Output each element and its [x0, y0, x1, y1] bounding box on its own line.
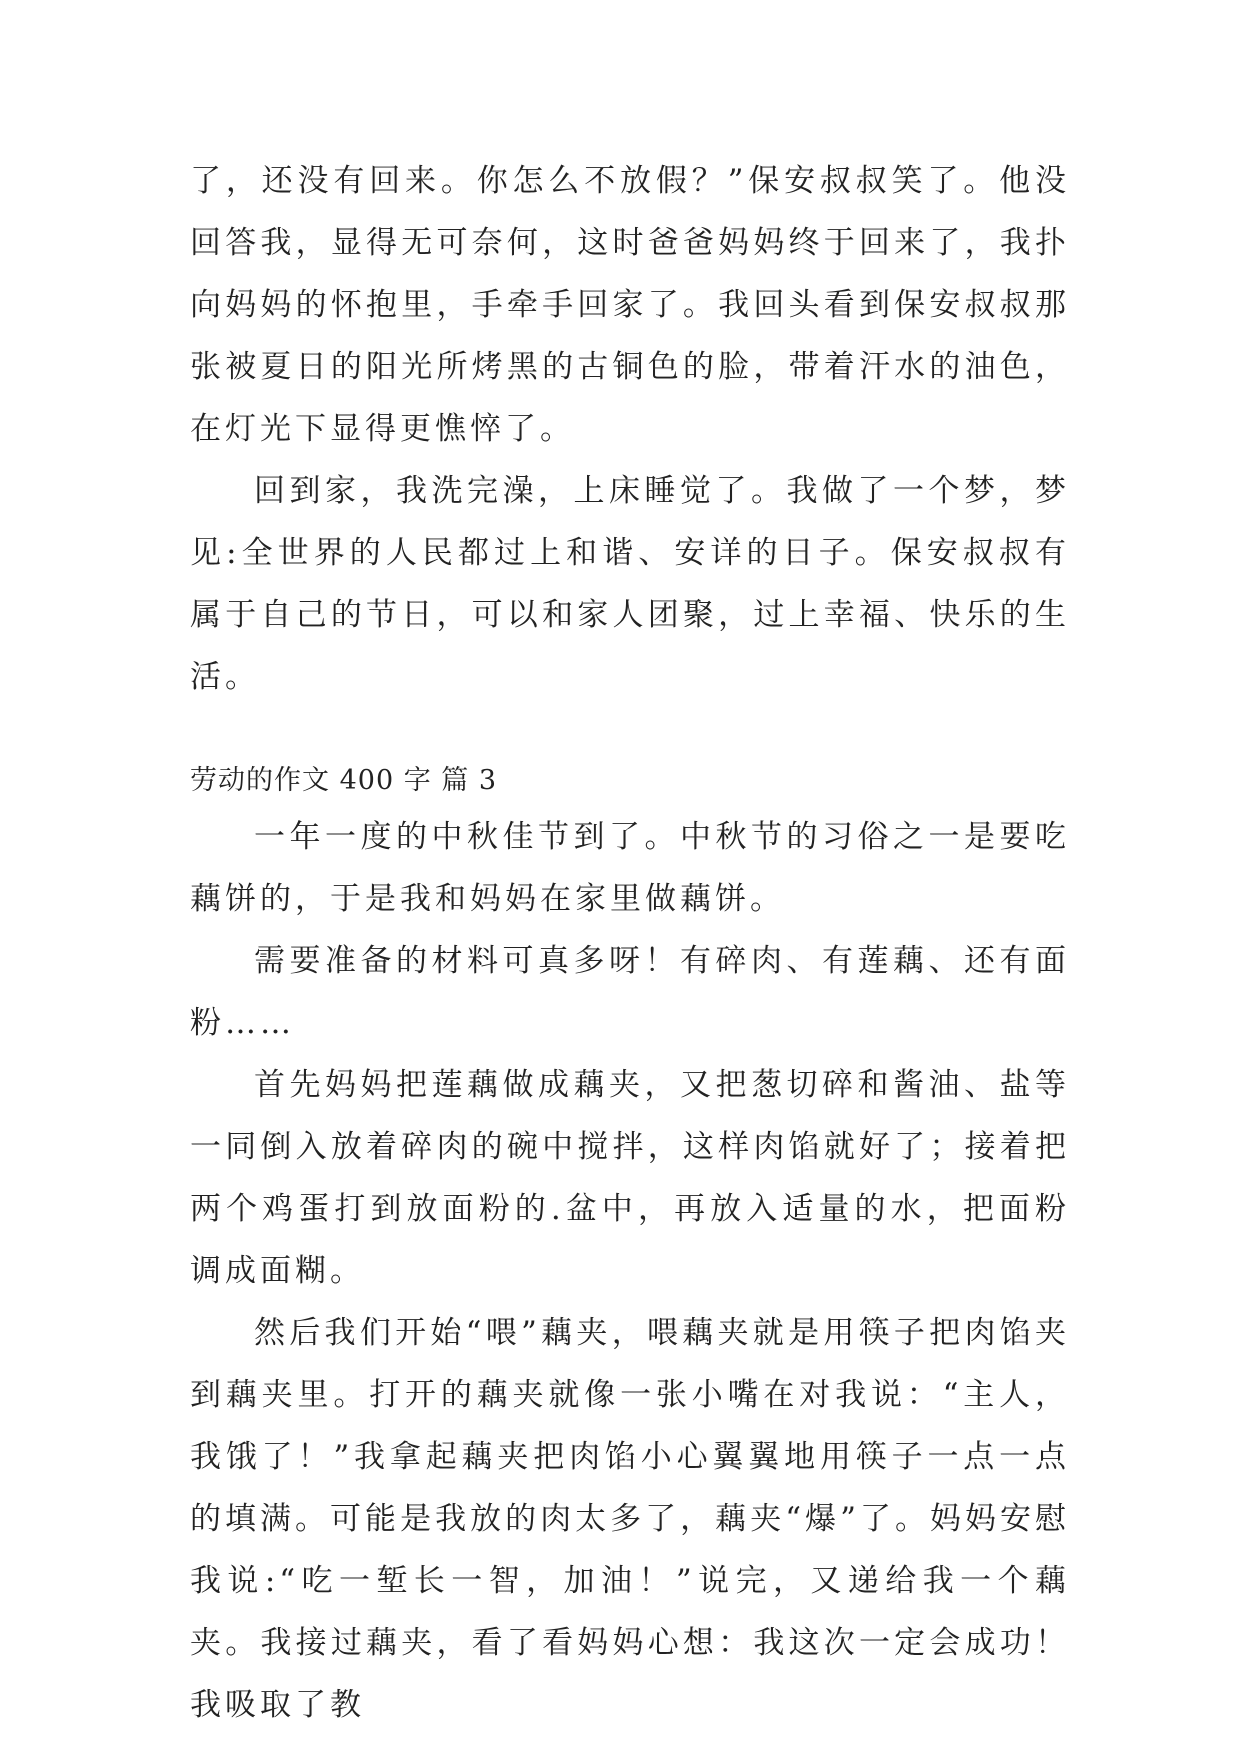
section-heading: 劳动的作文 400 字 篇 3	[190, 765, 498, 796]
paragraph-mid-autumn: 一年一度的中秋佳节到了。中秋节的习俗之一是要吃藕饼的，于是我和妈妈在家里做藕饼。	[190, 819, 1070, 917]
section-spacer	[190, 708, 1070, 756]
paragraph-preparation: 首先妈妈把莲藕做成藕夹，又把葱切碎和酱油、盐等一同倒入放着碎肉的碗中搅拌，这样肉馅就好了；接着把两个鸡蛋打到放面粉的.盆中，再放入适量的水，把面粉调成面糊。	[190, 1067, 1070, 1289]
paragraph-continued: 了，还没有回来。你怎么不放假？”保安叔叔笑了。他没回答我，显得无可奈何，这时爸爸妈妈终于回来了，我扑向妈妈的怀抱里，手牵手回家了。我回头看到保安叔叔那张被夏日的阳光所烤黑的古铜色的脸，带着汗水的油色，在灯光下显得更憔悴了。	[190, 163, 1070, 447]
paragraph-filling: 然后我们开始“喂”藕夹，喂藕夹就是用筷子把肉馅夹到藕夹里。打开的藕夹就像一张小嘴在对我说：“主人，我饿了！”我拿起藕夹把肉馅小心翼翼地用筷子一点一点的填满。可能是我放的肉太多了，藕夹“爆”了。妈妈安慰我说:“吃一堑长一智，加油！”说完，又递给我一个藕夹。我接过藕夹，看了看妈妈心想：我这次一定会成功！我吸取了教	[190, 1315, 1070, 1723]
paragraph-ingredients: 需要准备的材料可真多呀！有碎肉、有莲藕、还有面粉……	[190, 943, 1070, 1041]
document-body	[190, 150, 1070, 1736]
paragraph-dream: 回到家，我洗完澡，上床睡觉了。我做了一个梦，梦见:全世界的人民都过上和谐、安详的日子。保安叔叔有属于自己的节日，可以和家人团聚，过上幸福、快乐的生活。	[190, 473, 1070, 695]
